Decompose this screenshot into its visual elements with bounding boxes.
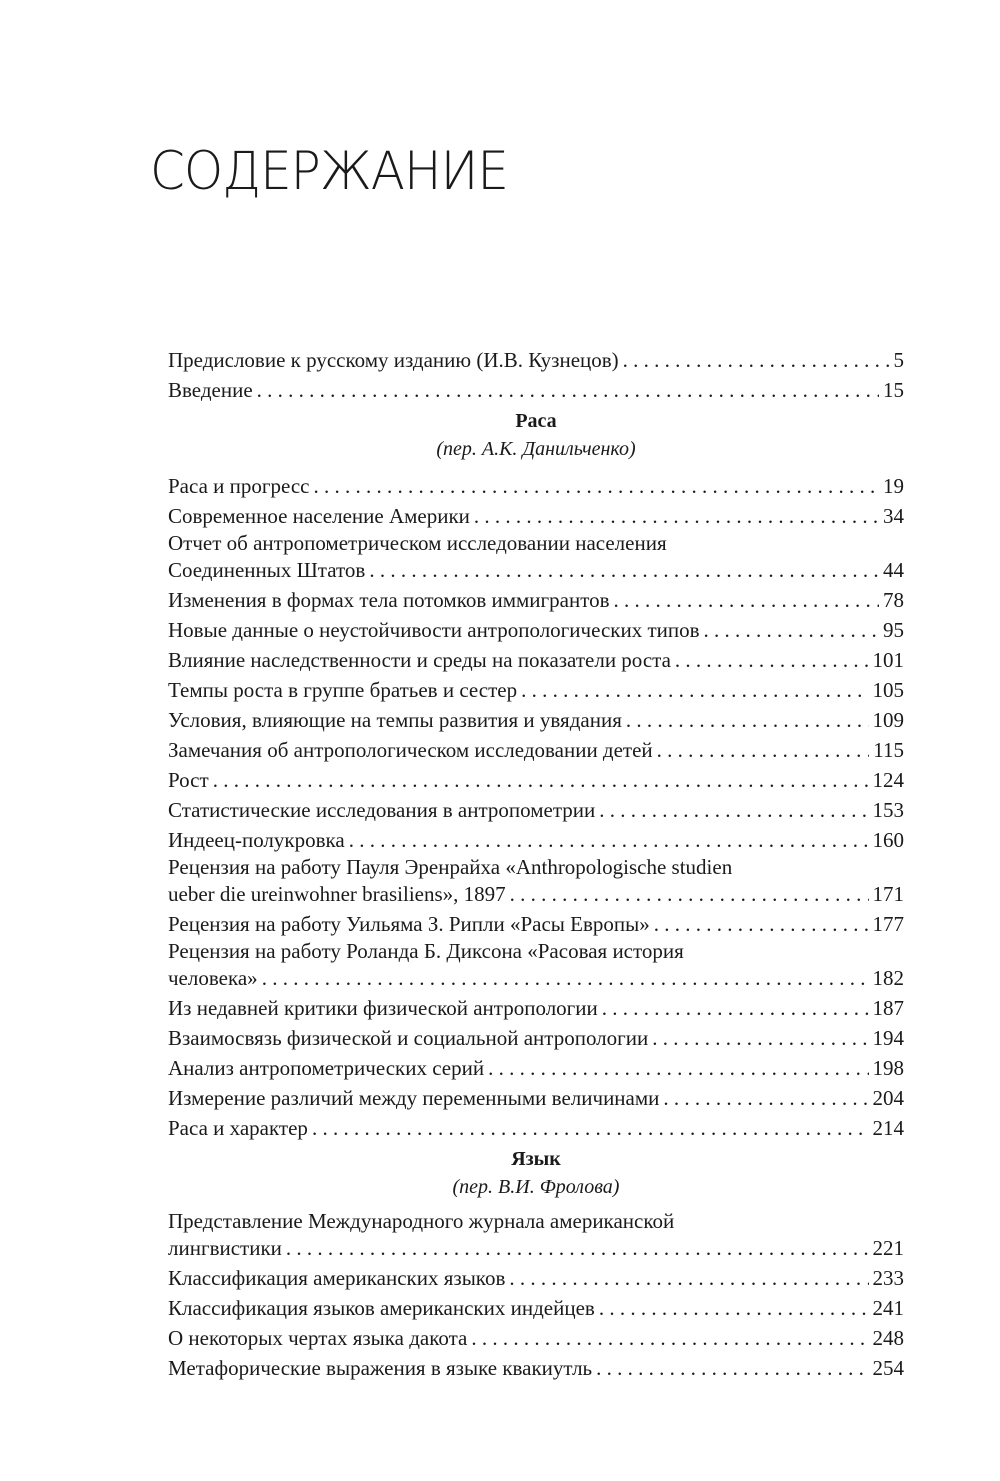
dot-leader (509, 1263, 868, 1293)
toc-entry-page: 109 (872, 708, 904, 732)
toc-entry-title: Рецензия на работу Уильяма З. Рипли «Расы Европы» (168, 912, 650, 936)
toc-entry-title: Современное население Америки (168, 504, 470, 528)
toc-entry-title: Раса и характер (168, 1116, 308, 1140)
toc-entry-title: Статистические исследования в антропометрии (168, 798, 596, 822)
toc-entry-title: Анализ антропометрических серий (168, 1056, 485, 1080)
toc-entry[interactable] (168, 939, 904, 993)
toc-entry[interactable] (168, 1083, 904, 1113)
dot-leader (663, 1083, 868, 1113)
toc-entry[interactable] (168, 1263, 904, 1293)
toc-entry-title: Новые данные о неустойчивости антропологических типов (168, 618, 700, 642)
toc-entry-title: Индеец-полукровка (168, 828, 345, 852)
toc-entry[interactable] (168, 825, 904, 855)
toc-entry-page: 254 (872, 1356, 904, 1380)
toc-entry-page: 105 (872, 678, 904, 702)
toc-entry-page: 124 (872, 768, 904, 792)
toc-entry[interactable] (168, 675, 904, 705)
toc-entry-page: 248 (872, 1326, 904, 1350)
toc-entry-page: 171 (872, 882, 904, 906)
toc-entry-page: 19 (883, 474, 904, 498)
section-title: Язык (511, 1148, 561, 1170)
toc-entry[interactable] (168, 471, 904, 501)
toc-entry[interactable] (168, 1293, 904, 1323)
toc-entry[interactable] (168, 375, 904, 405)
dot-leader (369, 555, 879, 585)
toc-entry-page: 95 (883, 618, 904, 642)
section-heading (168, 407, 904, 465)
section-translator: (пер. А.К. Данильченко) (436, 438, 636, 460)
toc-entry-title: Условия, влияющие на темпы развития и увядания (168, 708, 622, 732)
toc-entry-last-line (168, 879, 904, 909)
toc-entry-title: Темпы роста в группе братьев и сестер (168, 678, 518, 702)
toc-entry-page: 5 (893, 348, 904, 372)
toc-entry-title: Введение (168, 378, 253, 402)
toc-entry-last-line (168, 963, 904, 993)
toc-entry-title: Рост (168, 768, 209, 792)
dot-leader (286, 1233, 869, 1263)
section-heading (168, 1145, 904, 1203)
toc-entry-title: Из недавней критики физической антропологии (168, 996, 598, 1020)
toc-entry-page: 194 (872, 1026, 904, 1050)
toc-entry[interactable] (168, 1113, 904, 1143)
toc-entry-page: 15 (883, 378, 904, 402)
toc-entry-title: Предисловие к русскому изданию (И.В. Кузнецов) (168, 348, 619, 372)
dot-leader (474, 501, 879, 531)
dot-leader (675, 645, 869, 675)
toc-entry[interactable] (168, 531, 904, 585)
toc-entry-title: Соединенных Штатов (168, 558, 366, 582)
toc-entry-page: 101 (872, 648, 904, 672)
dot-leader (599, 1293, 869, 1323)
toc-entry[interactable] (168, 1323, 904, 1353)
toc-entry[interactable] (168, 1209, 904, 1263)
toc-entry[interactable] (168, 1353, 904, 1383)
dot-leader (626, 705, 869, 735)
dot-leader (657, 735, 870, 765)
toc-entry-title-line: Рецензия на работу Роланда Б. Диксона «Расовая история (168, 939, 684, 963)
toc-sections (168, 407, 904, 1383)
dot-leader (213, 765, 869, 795)
toc-entry-page: 182 (872, 966, 904, 990)
dot-leader (349, 825, 869, 855)
toc-entry[interactable] (168, 1023, 904, 1053)
toc-entry-title: Изменения в формах тела потомков иммигрантов (168, 588, 610, 612)
toc-entry[interactable] (168, 993, 904, 1023)
toc-entry-title: О некоторых чертах языка дакота (168, 1326, 468, 1350)
toc-entry-title: лингвистики (168, 1236, 282, 1260)
toc-entry-page: 34 (883, 504, 904, 528)
toc-entry-title: Взаимосвязь физической и социальной антропологии (168, 1026, 649, 1050)
toc-entry-page: 153 (872, 798, 904, 822)
toc-entry-title-line: Представление Международного журнала американской (168, 1209, 675, 1233)
toc-entry-title: Замечания об антропологическом исследовании детей (168, 738, 653, 762)
dot-leader (510, 879, 869, 909)
dot-leader (614, 585, 879, 615)
toc-entry[interactable] (168, 645, 904, 675)
toc-entry-last-line (168, 1233, 904, 1263)
dot-leader (704, 615, 879, 645)
section-title: Раса (515, 410, 557, 432)
toc-entry[interactable] (168, 615, 904, 645)
dot-leader (471, 1323, 868, 1353)
toc-entry-page: 187 (872, 996, 904, 1020)
toc-entry[interactable] (168, 705, 904, 735)
toc-entry-title: Измерение различий между переменными величинами (168, 1086, 660, 1110)
toc-entry-title: Классификация американских языков (168, 1266, 506, 1290)
toc-entry-last-line (168, 555, 904, 585)
toc-entry-page: 214 (872, 1116, 904, 1140)
dot-leader (599, 795, 868, 825)
toc-entry[interactable] (168, 795, 904, 825)
toc-entry-page: 177 (872, 912, 904, 936)
section-translator: (пер. В.И. Фролова) (452, 1176, 620, 1198)
toc-entry[interactable] (168, 1053, 904, 1083)
toc-entry[interactable] (168, 735, 904, 765)
dot-leader (652, 1023, 868, 1053)
toc-entry[interactable] (168, 765, 904, 795)
toc-entry-title: ueber die ureinwohner brasiliens», 1897 (168, 882, 506, 906)
toc-entry-page: 115 (873, 738, 904, 762)
toc-entry-page: 204 (872, 1086, 904, 1110)
toc-entry[interactable] (168, 855, 904, 909)
dot-leader (521, 675, 868, 705)
toc-entry-page: 233 (872, 1266, 904, 1290)
toc-entry-title-line: Отчет об антропометрическом исследовании населения (168, 531, 667, 555)
toc-entry-page: 160 (872, 828, 904, 852)
toc-entry-title: Влияние наследственности и среды на показатели роста (168, 648, 671, 672)
toc-entry-title: Классификация языков американских индейцев (168, 1296, 595, 1320)
toc-entry-title: человека» (168, 966, 258, 990)
toc-entry-page: 241 (872, 1296, 904, 1320)
toc-entry[interactable] (168, 585, 904, 615)
table-of-contents (168, 345, 904, 1383)
toc-entry[interactable] (168, 345, 904, 375)
dot-leader (312, 1113, 869, 1143)
toc-entry-title: Метафорические выражения в языке квакиутль (168, 1356, 593, 1380)
dot-leader (488, 1053, 868, 1083)
dot-leader (654, 909, 869, 939)
toc-entry[interactable] (168, 501, 904, 531)
toc-entry-page: 78 (883, 588, 904, 612)
toc-entry-page: 44 (883, 558, 904, 582)
toc-entry-title: Раса и прогресс (168, 474, 310, 498)
contents-heading: СОДЕРЖАНИЕ (150, 140, 508, 202)
dot-leader (257, 375, 879, 405)
dot-leader (262, 963, 869, 993)
dot-leader (602, 993, 869, 1023)
toc-entry[interactable] (168, 909, 904, 939)
dot-leader (313, 471, 879, 501)
dot-leader (596, 1353, 868, 1383)
toc-entry-page: 198 (872, 1056, 904, 1080)
toc-entry-title-line: Рецензия на работу Пауля Эренрайха «Anthropologische studien (168, 855, 733, 879)
toc-entry-page: 221 (872, 1236, 904, 1260)
dot-leader (623, 345, 890, 375)
